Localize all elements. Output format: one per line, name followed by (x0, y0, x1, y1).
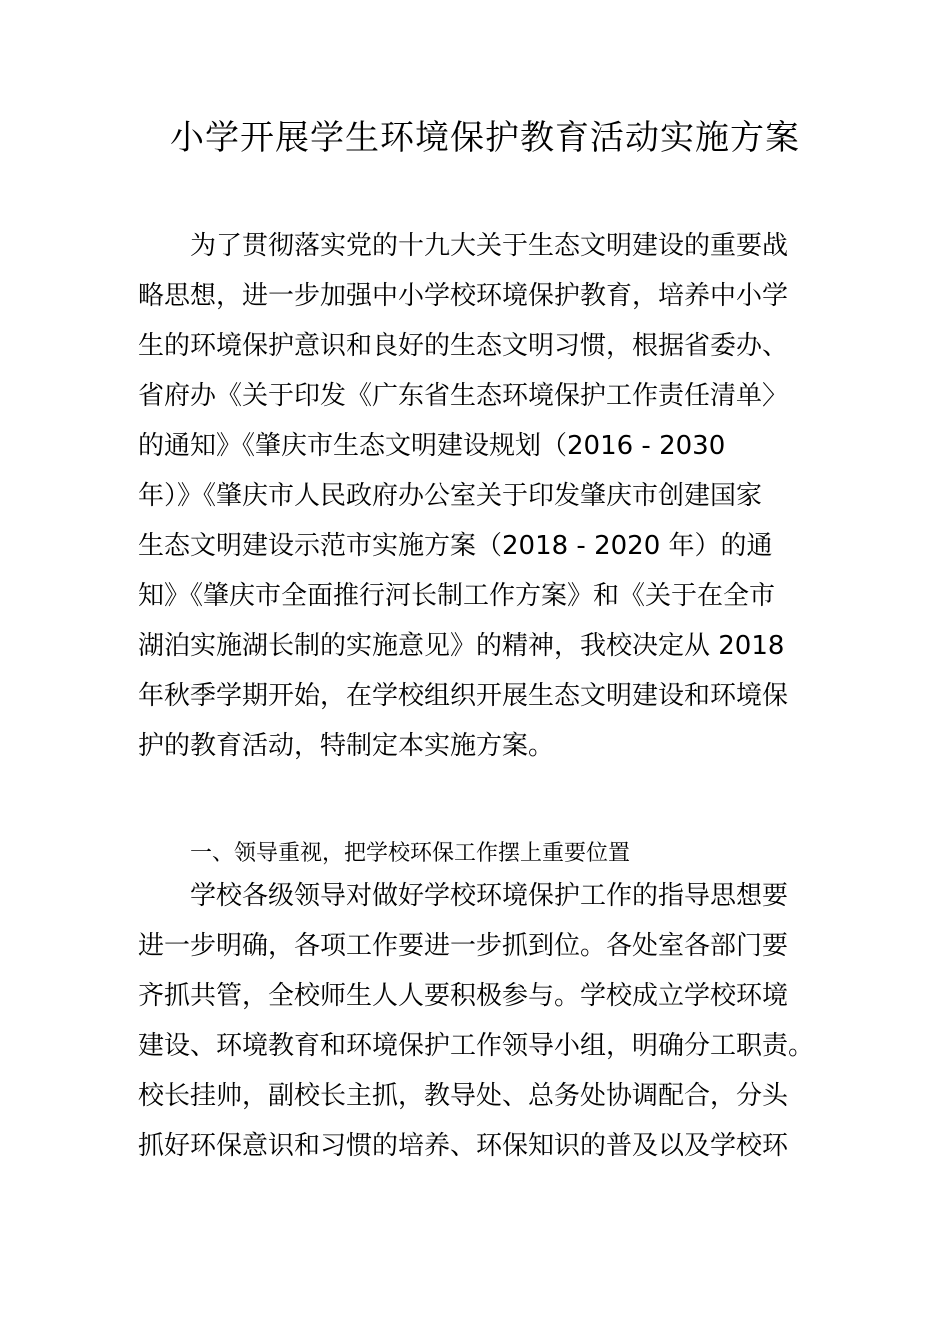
intro-line: 为了贯彻落实党的十九大关于生态文明建设的重要战 (190, 231, 789, 261)
section-line: 进一步明确，各项工作要进一步抓到位。各处室各部门要 (138, 931, 789, 961)
intro-line: 略思想，进一步加强中小学校环境保护教育，培养中小学 (138, 281, 789, 311)
intro-line: 护的教育活动，特制定本实施方案。 (138, 731, 555, 761)
document-title: 小学开展学生环境保护教育活动实施方案 (170, 118, 800, 158)
section-heading: 一、领导重视，把学校环保工作摆上重要位置 (190, 841, 631, 866)
intro-line: 年）》《肇庆市人民政府办公室关于印发肇庆市创建国家 (138, 481, 763, 511)
section-line: 学校各级领导对做好学校环境保护工作的指导思想要 (190, 881, 789, 911)
section-line: 抓好环保意识和习惯的培养、环保知识的普及以及学校环 (138, 1131, 789, 1161)
intro-line: 省府办《关于印发《广东省生态环境保护工作责任清单〉 (138, 381, 789, 411)
intro-line: 生态文明建设示范市实施方案（2018 - 2020 年）的通 (138, 531, 773, 561)
intro-line: 年秋季学期开始，在学校组织开展生态文明建设和环境保 (138, 681, 789, 711)
intro-line: 生的环境保护意识和良好的生态文明习惯，根据省委办、 (138, 331, 789, 361)
section-line: 建设、环境教育和环境保护工作领导小组，明确分工职责。 (138, 1031, 815, 1061)
intro-line: 知》《肇庆市全面推行河长制工作方案》和《关于在全市 (138, 581, 776, 611)
section-line: 齐抓共管，全校师生人人要积极参与。学校成立学校环境 (138, 981, 789, 1011)
section-line: 校长挂帅，副校长主抓，教导处、总务处协调配合，分头 (138, 1081, 789, 1111)
intro-line: 的通知》《肇庆市生态文明建设规划（2016 - 2030 (138, 431, 726, 461)
intro-line: 湖泊实施湖长制的实施意见》的精神，我校决定从 2018 (138, 631, 785, 661)
